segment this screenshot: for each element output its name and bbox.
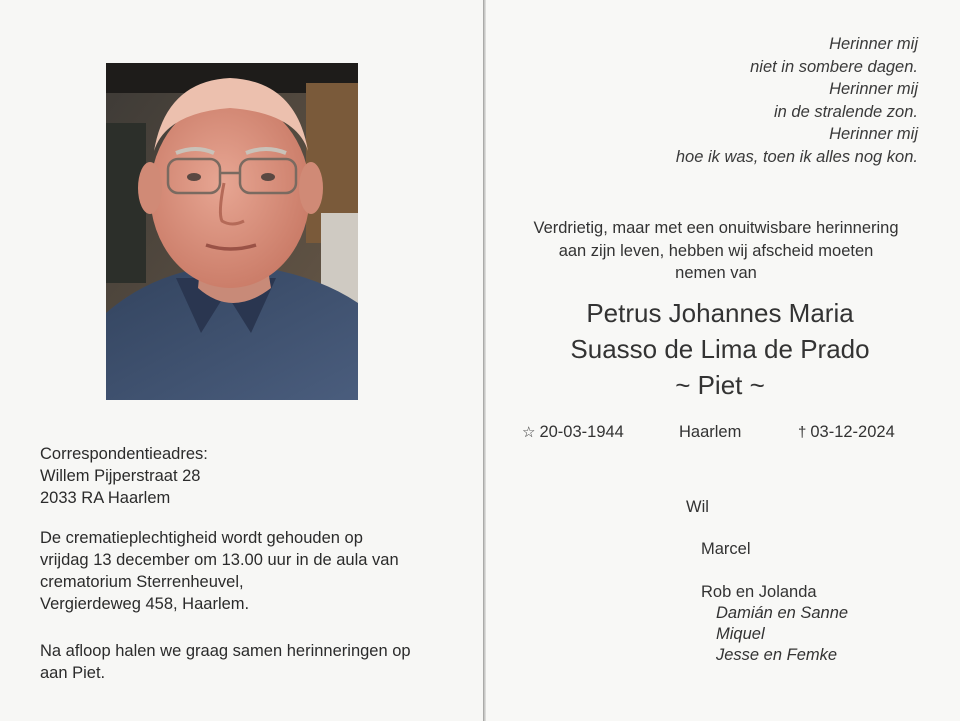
place: Haarlem (679, 423, 742, 441)
afterwards-line: Na afloop halen we graag samen herinneringen op (40, 642, 411, 660)
intro-line: nemen van (675, 264, 757, 282)
birth-date (522, 423, 624, 442)
name-line-2: Suasso de Lima de Prado (570, 334, 870, 364)
cross-icon: † (798, 424, 807, 441)
intro-line: aan zijn leven, hebben wij afscheid moeten (558, 241, 874, 260)
correspondence-label: Correspondentieadres: (40, 445, 208, 463)
family-child: Rob en Jolanda (701, 583, 817, 601)
death-date-value: 03-12-2024 (810, 423, 895, 441)
afterwards-line: aan Piet. (40, 664, 106, 682)
intro-line: Verdrietig, maar met een onuitwisbare herinnering (533, 219, 899, 237)
poem-line: hoe ik was, toen ik alles nog kon. (675, 147, 918, 166)
poem-line: Herinner mij (829, 35, 918, 53)
family-spouse: Wil (686, 498, 709, 516)
announcement-intro (486, 217, 946, 285)
afterwards-info (40, 640, 460, 684)
ceremony-info (40, 527, 460, 615)
poem (676, 33, 918, 168)
grandchild: Miquel (716, 625, 765, 643)
ceremony-line: crematorium Sterrenheuvel, (40, 573, 244, 591)
deceased-name (486, 295, 954, 403)
nickname: ~ Piet ~ (675, 370, 765, 400)
family-child: Marcel (701, 540, 751, 558)
grandchild: Jesse en Femke (716, 646, 838, 664)
name-line-1: Petrus Johannes Maria (586, 298, 854, 328)
correspondence-city: 2033 RA Haarlem (40, 489, 171, 507)
portrait-photo (106, 63, 358, 400)
star-icon: ☆ (522, 424, 536, 441)
ceremony-line: De crematieplechtigheid wordt gehouden op (40, 529, 363, 547)
poem-line: in de stralende zon. (773, 102, 918, 121)
ceremony-line: Vergierdeweg 458, Haarlem. (40, 595, 250, 613)
grandchild: Damián en Sanne (716, 604, 849, 622)
poem-line: Herinner mij (829, 125, 918, 143)
poem-line: niet in sombere dagen. (750, 57, 918, 76)
correspondence-street: Willem Pijperstraat 28 (40, 467, 201, 485)
portrait-illustration (106, 63, 358, 400)
poem-line: Herinner mij (829, 80, 918, 98)
correspondence-address (40, 443, 208, 509)
family-grandchildren (716, 603, 848, 666)
ceremony-line: vrijdag 13 december om 13.00 uur in de aula van (40, 551, 399, 569)
death-date (798, 423, 895, 442)
birth-date-value: 20-03-1944 (539, 423, 624, 441)
